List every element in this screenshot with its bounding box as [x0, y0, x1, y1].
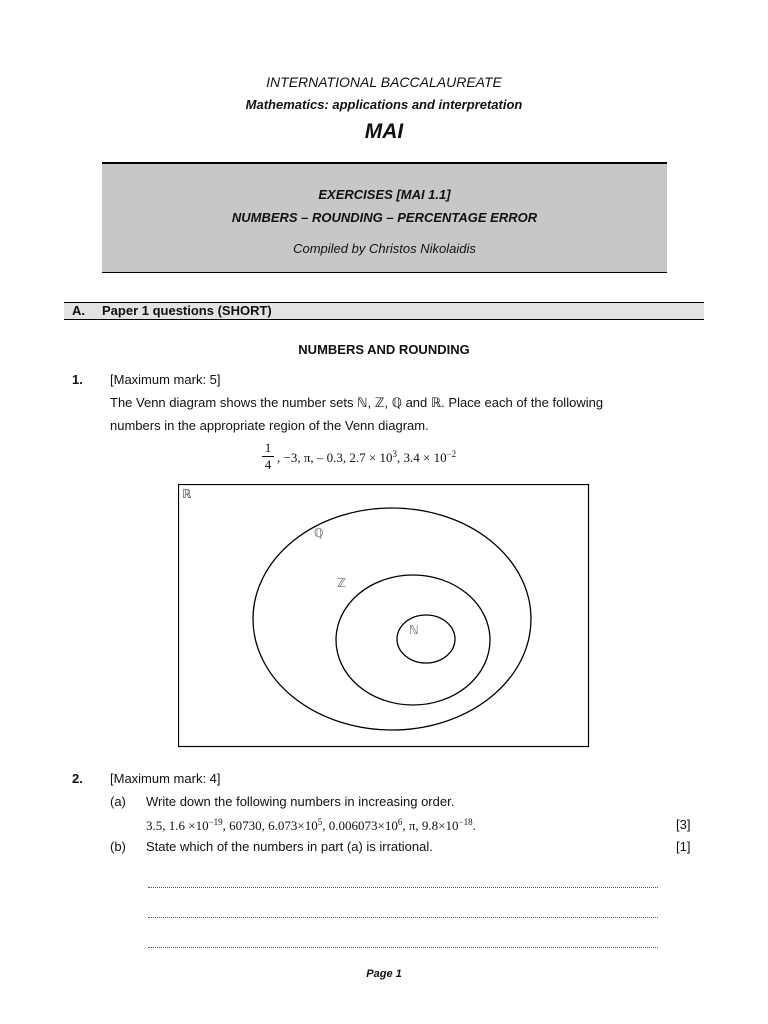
subheading: NUMBERS AND ROUNDING: [298, 342, 470, 357]
set-n-symbol: ℕ: [357, 395, 368, 410]
answer-line-3[interactable]: [148, 946, 658, 948]
answer-line-1[interactable]: [148, 886, 658, 888]
venn-label-z: ℤ: [337, 576, 346, 590]
list-segment-2: , 60730, 6.073×10: [222, 818, 318, 833]
venn-diagram: [178, 484, 590, 748]
fraction-numerator: 1: [264, 440, 272, 455]
part-b-marks: [1]: [676, 839, 691, 854]
section-title: Paper 1 questions (SHORT): [102, 303, 272, 318]
fraction-one-quarter: [262, 441, 274, 472]
exponent-a: 3: [392, 449, 397, 459]
part-a-marks: [3]: [676, 817, 691, 832]
separator-1: ,: [367, 395, 375, 410]
part-a-number-list: [146, 817, 476, 834]
question-2-mark: [Maximum mark: 4]: [110, 771, 221, 786]
number-list: [277, 449, 456, 466]
list-exponent-2: 5: [317, 817, 323, 827]
list-exponent-4: −18: [458, 817, 473, 827]
separator-2: ,: [384, 395, 392, 410]
number-list-part-a: , −3, π, – 0.3, 2.7 × 10: [277, 450, 393, 465]
list-segment-1: 3.5, 1.6 ×10: [146, 818, 209, 833]
question-1-text-line2: numbers in the appropriate region of the Venn diagram.: [110, 418, 429, 433]
part-b-text: State which of the numbers in part (a) is irrational.: [146, 839, 433, 854]
set-r-symbol: ℝ: [430, 395, 442, 410]
set-n-ellipse: [397, 615, 455, 663]
venn-label-n: ℕ: [409, 623, 419, 637]
set-z-ellipse: [336, 575, 490, 705]
set-z-symbol: ℤ: [374, 395, 385, 410]
set-q-symbol: ℚ: [391, 395, 402, 410]
exponent-b: −2: [446, 449, 457, 459]
exercises-topic: NUMBERS – ROUNDING – PERCENTAGE ERROR: [231, 210, 538, 225]
list-segment-3: , 0.006073×10: [322, 818, 398, 833]
section-letter: A.: [72, 303, 85, 318]
part-a-label: (a): [110, 794, 126, 809]
part-b-label: (b): [110, 839, 126, 854]
list-exponent-3: 6: [397, 817, 403, 827]
set-q-ellipse: [253, 508, 531, 730]
venn-label-r: ℝ: [182, 487, 192, 501]
q1-text-part-a: The Venn diagram shows the number sets: [110, 395, 358, 410]
question-2-number: 2.: [72, 771, 83, 786]
answer-line-2[interactable]: [148, 916, 658, 918]
list-exponent-1: −19: [208, 817, 223, 827]
question-1-text-line1: [110, 395, 603, 411]
header-institution: INTERNATIONAL BACCALAUREATE: [266, 74, 502, 90]
exercises-title: EXERCISES [MAI 1.1]: [318, 187, 451, 202]
list-segment-4: , π, 9.8×10: [402, 818, 459, 833]
and-word: and: [401, 395, 431, 410]
page-number: Page 1: [366, 968, 402, 980]
title-box: [102, 162, 667, 273]
fraction-denominator: 4: [264, 457, 272, 472]
list-segment-5: .: [472, 818, 476, 833]
q1-text-part-b: . Place each of the following: [441, 395, 604, 410]
set-r-rectangle: [179, 485, 589, 747]
question-1-mark: [Maximum mark: 5]: [110, 372, 221, 387]
compiled-by: Compiled by Christos Nikolaidis: [293, 241, 476, 256]
section-bar: [64, 302, 704, 320]
header-course: Mathematics: applications and interpretation: [245, 97, 523, 112]
number-list-part-b: , 3.4 × 10: [396, 450, 447, 465]
header-code: MAI: [364, 120, 404, 143]
venn-label-q: ℚ: [314, 526, 324, 540]
part-a-text: Write down the following numbers in increasing order.: [146, 794, 455, 809]
question-1-number: 1.: [72, 372, 83, 387]
